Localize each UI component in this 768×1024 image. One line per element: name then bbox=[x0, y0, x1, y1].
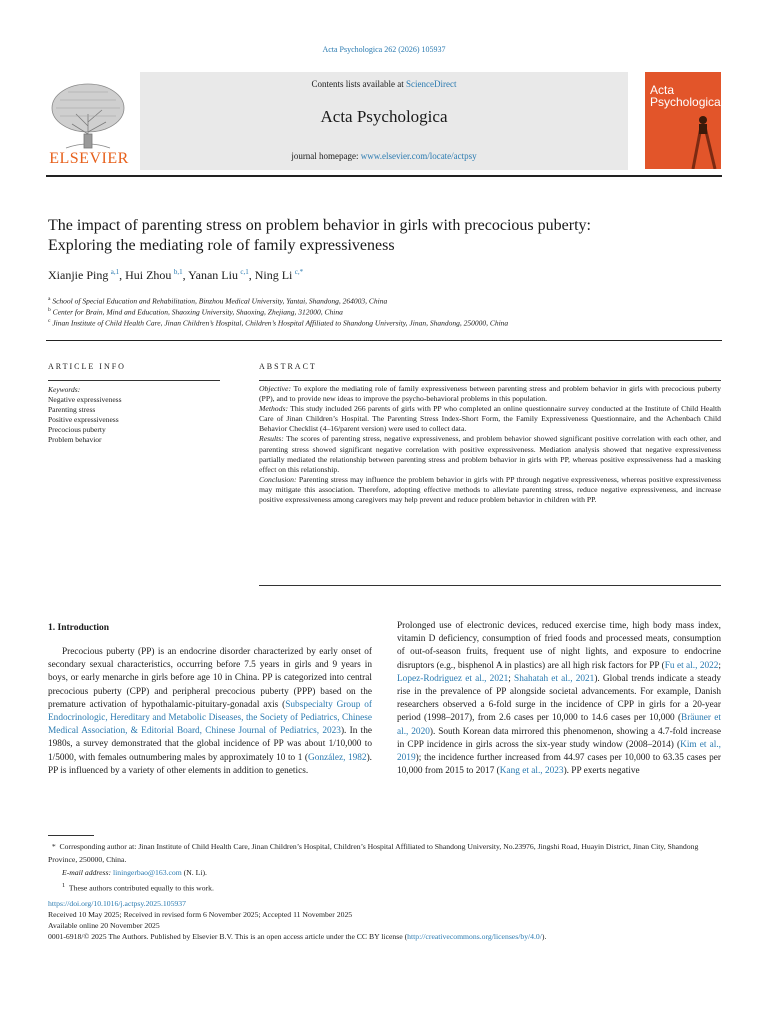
equal-contribution-note: $^1$ These authors contributed equally to this work. bbox=[62, 882, 214, 893]
body-text: ). PP exerts negative bbox=[563, 766, 640, 777]
author[interactable]: Xianjie Ping $^{a,1}$ bbox=[48, 268, 120, 282]
introduction-heading: 1. Introduction bbox=[48, 623, 110, 633]
homepage-link[interactable]: www.elsevier.com/locate/actpsy bbox=[360, 151, 477, 161]
publisher-wordmark: ELSEVIER bbox=[49, 150, 129, 167]
article-info-rule bbox=[48, 380, 220, 381]
journal-reference[interactable]: Acta Psychologica 262 (2026) 105937 bbox=[322, 45, 446, 54]
affiliation: $^c$ Jinan Institute of Child Health Care, Jinan Children’s Hospital, Children’s Hospital Affiliated to Shandong University, Jinan, Shandong, 250000, China bbox=[48, 318, 509, 328]
publication-info bbox=[48, 898, 722, 942]
cover-title-line-2: Psychologica bbox=[650, 95, 721, 109]
keywords-label: Keywords: bbox=[48, 385, 81, 394]
email-link[interactable]: liningerbao@163.com bbox=[112, 868, 182, 877]
email-note: E-mail address: liningerbao@163.com (N. Li). bbox=[62, 868, 207, 877]
license-line: 0001-6918/© 2025 The Authors. Published by Elsevier B.V. This is an open access article under the CC BY license (http://creativecommons.org/licenses/by/4.0/). bbox=[48, 932, 547, 941]
header-rule bbox=[46, 175, 722, 177]
author[interactable]: Ning Li $^{c,*}$ bbox=[254, 268, 304, 282]
author[interactable]: Hui Zhou $^{b,1}$ bbox=[125, 268, 183, 282]
doi-link[interactable]: https://doi.org/10.1016/j.actpsy.2025.105937 bbox=[48, 899, 186, 908]
keyword: Precocious puberty bbox=[48, 425, 106, 434]
homepage-line bbox=[140, 151, 628, 161]
cover-title bbox=[650, 84, 721, 108]
abstract-objective: Objective: To explore the mediating role of family expressiveness between parenting stress and problem behavior in girls with precocious puberty (PP), and to provide new ideas to improve the psycho-behavioral problems in this population. bbox=[259, 384, 721, 404]
abstract-conclusion: Conclusion: Parenting stress may influence the problem behavior in girls with PP through negative expressiveness, whereas positive expressiveness may mitigate this association. Therefore, adopting effective methods to alleviate parenting stress, reduce negative expressiveness, and increase positive expressiveness among caregivers may help prevent and reduce problem behavior in children with PP. bbox=[259, 474, 721, 505]
received-dates: Received 10 May 2025; Received in revised form 6 November 2025; Accepted 11 November 2025 bbox=[48, 910, 353, 919]
abstract-rule bbox=[259, 380, 721, 381]
corresponding-author-note: * Corresponding author at: Jinan Institute of Child Health Care, Jinan Children’s Hospital, Children’s Hospital Affiliated to Shandong University, No.23976, Jingshi Road, Huayin District, Jinan City, Shandong Province, 250000, China. bbox=[48, 842, 699, 864]
keyword: Parenting stress bbox=[48, 405, 96, 414]
affiliation: $^a$ School of Special Education and Rehabilitation, Binzhou Medical University, Yantai, Shandong, 264003, China bbox=[48, 296, 388, 306]
journal-name: Acta Psychologica bbox=[320, 107, 448, 126]
intro-right-column bbox=[397, 620, 721, 778]
citation-link[interactable]: Kim et al., 2019 bbox=[397, 739, 721, 764]
footnotes bbox=[48, 840, 722, 895]
citation-link[interactable]: Shahatah et al., 2021 bbox=[514, 673, 595, 684]
citation-link[interactable]: González, 1982 bbox=[308, 752, 367, 763]
article-info-heading: ARTICLE INFO bbox=[48, 362, 126, 371]
citation-link[interactable]: Kang et al., 2023 bbox=[499, 766, 564, 777]
intro-paragraph-2 bbox=[397, 620, 721, 778]
homepage-prefix: journal homepage: bbox=[291, 151, 361, 161]
abstract-body bbox=[259, 384, 721, 505]
abstract-methods: Methods: This study included 266 parents of girls with PP who completed an online questionnaire survey conducted at the Institute of Child Health Care of Jinan Children’s Hospital. The Parenting Stress Index-Short Form, the Family Expressiveness Questionnaire, and the Achenbach Child Behavior Checklist (4–16/parent version) were used to collect data. bbox=[259, 404, 721, 434]
abstract-bottom-rule bbox=[259, 585, 721, 586]
body-text: ). South Korean data mirrored this phenomenon, showing a 4.7-fold increase in CPP incidence in girls across the six-year study window (2008–2014) ( bbox=[397, 726, 722, 750]
abstract-results: Results: The scores of parenting stress, negative expressiveness, and problem behavior showed significant positive correlation with each other, and parenting stress showed significant negative correlation with positive expressiveness. Mediation analysis showed that negative expressiveness partially mediated the relationship between parenting stress and problem behavior in girls with PP, whereas positive expressiveness had a masking effect on this relationship. bbox=[259, 434, 721, 474]
body-text: ). In the 1980s, a survey demonstrated that the global incidence of PP was about 1/10,000 to 1/5000, with females outnumbering males by approximately 10 to 1 ( bbox=[48, 726, 372, 763]
author[interactable]: Yanan Liu $^{c,1}$ bbox=[188, 268, 249, 282]
keyword: Problem behavior bbox=[48, 435, 102, 444]
keyword: Positive expressiveness bbox=[48, 415, 119, 424]
body-text: ). Global trends indicate a steady rise in the prevalence of PP alongside societal advancements. For example, Danish researchers observed a 6-fold surge in the incidence of CPP in girls for a 20-year period (1998–2017), from 2.6 cases per 10,000 to 14.6 cases per 10,000 ( bbox=[397, 673, 721, 724]
abstract-heading: ABSTRACT bbox=[259, 362, 317, 371]
contents-line bbox=[140, 79, 628, 89]
citation-link[interactable]: Lopez-Rodriguez et al., 2021 bbox=[397, 673, 509, 684]
license-link[interactable]: http://creativecommons.org/licenses/by/4.0/ bbox=[407, 932, 542, 941]
body-text: ). PP is influenced by a variety of other elements in addition to genetics. bbox=[48, 752, 372, 776]
body-text: Prolonged use of electronic devices, reduced exercise time, high body mass index, vitamin D deficiency, consumption of fried foods and processed meats, consumption of out-of-season fruits, frequent use of night lights, and exposure to endocrine disruptors (e.g., bisphenol A in plastics) are all high risk factors for PP ( bbox=[397, 621, 721, 671]
section-rule bbox=[46, 340, 722, 341]
contents-prefix: Contents lists available at bbox=[311, 79, 406, 89]
available-online: Available online 20 November 2025 bbox=[48, 921, 160, 930]
footnote-rule bbox=[48, 835, 94, 836]
body-text: Precocious puberty (PP) is an endocrine disorder characterized by early onset of secondary sexual characteristics, occurring before 7.5 years in girls and 9 years in boys, or early menarche in girls before age 10 in China. PP is categorized into central precocious puberty (CPP) and peripheral precocious puberty (PPP) based on the premature activation of hypothalamic-pituitary-gonadal axis ( bbox=[48, 647, 372, 710]
sciencedirect-link[interactable]: ScienceDirect bbox=[406, 79, 457, 89]
affiliation: $^b$ Center for Brain, Mind and Education, Shaoxing University, Shaoxing, Zhejiang, 312000, China bbox=[48, 307, 343, 317]
body-text: ; bbox=[508, 673, 515, 684]
citation-link[interactable]: Fu et al., 2022 bbox=[664, 660, 719, 671]
keywords-block bbox=[48, 385, 122, 445]
citation-link[interactable]: Bräuner et al., 2020 bbox=[397, 713, 721, 737]
cover-title-line-1: Acta bbox=[650, 83, 675, 97]
article-title: The impact of parenting stress on problem behavior in girls with precocious puberty: Exploring the mediating role of family expressiveness bbox=[48, 217, 591, 254]
intro-left-column bbox=[48, 646, 372, 778]
body-text: ; bbox=[718, 660, 722, 671]
citation-link[interactable]: Subspecialty Group of Endocrinologic, Hereditary and Metabolic Diseases, the Society of Pediatrics, Chinese Medical Association, & Editorial Board, Chinese Journal of Pediatrics, 2023 bbox=[48, 699, 372, 737]
author-list: Xianjie Ping $^{a,1}$, Hui Zhou $^{b,1}$, Yanan Liu $^{c,1}$, Ning Li $^{c,*}$ bbox=[48, 268, 304, 282]
intro-paragraph-1 bbox=[48, 646, 372, 778]
keyword: Negative expressiveness bbox=[48, 395, 122, 404]
body-text: ); the incidence further increased from 44.97 cases per 10,000 to 63.35 cases per 10,000 from 2015 to 2017 ( bbox=[397, 753, 721, 777]
